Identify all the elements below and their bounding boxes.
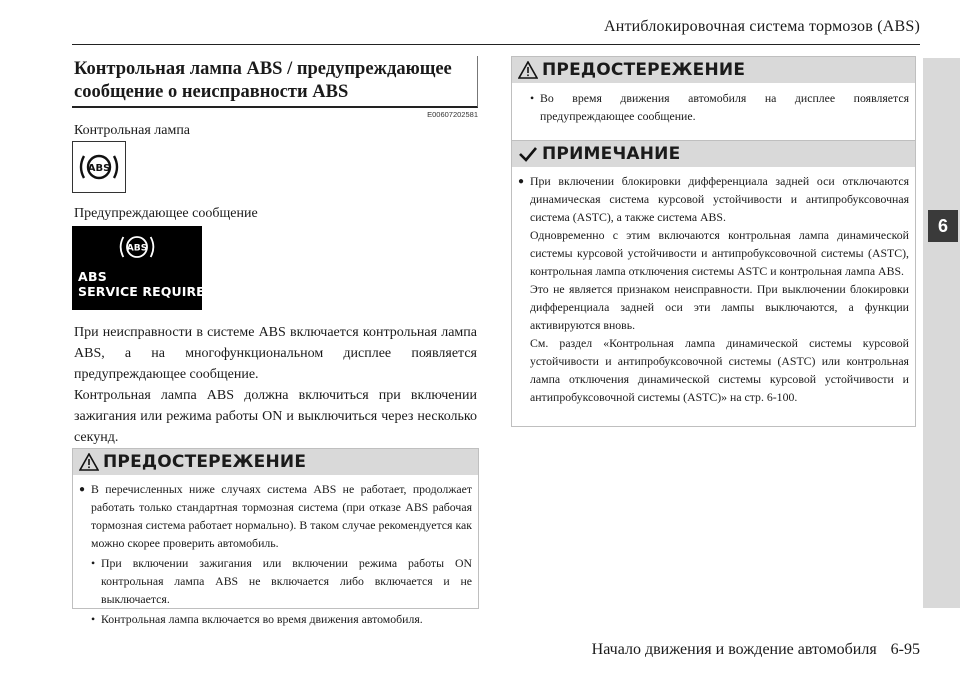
note-paragraph-1: При включении блокировки дифференциала задней оси отключаются динамическая система курсовой устойчивости и антипробуксовочная система (ASTC), а также система ABS.	[530, 174, 909, 224]
section-title-line1: Контрольная лампа ABS / предупреждающее	[74, 59, 452, 79]
warning-sub-text-2: Контрольная лампа включается во время движения автомобиля.	[101, 612, 423, 626]
warning-sub-item-1	[79, 554, 472, 608]
note-paragraph-2: Одновременно с этим включаются контрольная лампа динамической системы курсовой устойчивости и антипробуксовочной системы (ASTC), контрольная лампа отключения системы ASTC и контрольная лампа ABS.	[530, 228, 909, 278]
warning-right-sub-text: Во время движения автомобиля на дисплее появляется предупреждающее сообщение.	[540, 91, 909, 123]
checkmark-icon	[518, 145, 538, 163]
section-title	[72, 56, 478, 108]
warning-bullet-text: В перечисленных ниже случаях система ABS не работает, продолжает работать только стандартная тормозная система (при отказе ABS рабочая тормозная система работает нормально). В таком случае рекомендуется как можно скорее проверить автомобиль.	[91, 482, 472, 550]
warning-triangle-icon	[518, 61, 538, 79]
page-footer	[520, 641, 920, 659]
abs-display-icon	[117, 232, 157, 262]
abs-lamp-illustration	[72, 141, 126, 193]
warning-right-sub-item	[530, 89, 909, 125]
note-bullet-content	[530, 172, 909, 406]
sub-bullet: •	[91, 556, 96, 570]
note-paragraph-3: Это не является признаком неисправности. При выключении блокировки дифференциала задней оси эти лампы выключаются, а функции активируются вновь.	[530, 282, 909, 332]
warning-bullet	[79, 480, 472, 552]
sub-bullet: •	[530, 91, 535, 105]
body-text	[74, 322, 477, 448]
warning-box-left	[72, 448, 479, 626]
message-line2: SERVICE REQUIRED	[78, 284, 216, 299]
warning-heading-left	[73, 449, 478, 475]
section-code: E00607202581	[427, 110, 478, 119]
note-heading	[512, 141, 915, 167]
body-paragraph-1: При неисправности в системе ABS включается контрольная лампа ABS, а на многофункциональном дисплее появляется предупреждающее сообщение.	[74, 325, 477, 382]
warning-heading-text-left: ПРЕДОСТЕРЕЖЕНИЕ	[103, 452, 307, 472]
chapter-side-tab	[923, 58, 960, 608]
page-header: Антиблокировочная система тормозов (ABS)	[603, 18, 920, 35]
bullet-dot: ●	[79, 484, 86, 495]
note-bullet	[518, 172, 909, 406]
message-label: Предупреждающее сообщение	[74, 206, 258, 221]
warning-sub-text-1: При включении зажигания или включении режима работы ON контрольная лампа ABS не включается либо включается и не выключается.	[101, 556, 472, 606]
page-number: 6-95	[890, 641, 920, 658]
footer-section-title: Начало движения и вождение автомобиля	[591, 641, 877, 658]
header-rule	[72, 44, 920, 45]
warning-sub-item-2	[79, 610, 472, 628]
note-heading-text: ПРИМЕЧАНИЕ	[542, 144, 681, 164]
bullet-dot: ●	[518, 176, 525, 187]
warning-box-right	[511, 56, 916, 147]
abs-lamp-icon-text: ABS	[87, 163, 111, 174]
abs-warning-lamp-icon	[77, 151, 121, 183]
warning-heading-text-right: ПРЕДОСТЕРЕЖЕНИЕ	[542, 60, 746, 80]
sub-bullet: •	[91, 612, 96, 626]
message-line1: ABS	[78, 269, 108, 284]
note-box	[511, 140, 916, 427]
warning-heading-right	[512, 57, 915, 83]
abs-message-display	[72, 226, 216, 310]
section-title-text	[72, 56, 477, 104]
chapter-number: 6	[928, 210, 958, 242]
warning-triangle-icon	[79, 453, 99, 471]
section-title-line2: сообщение о неисправности ABS	[74, 82, 349, 102]
body-paragraph-2: Контрольная лампа ABS должна включиться при включении зажигания или режима работы ON и выключиться через несколько секунд.	[74, 388, 477, 445]
note-paragraph-4: См. раздел «Контрольная лампа динамической системы курсовой устойчивости и антипробуксовочной системы (ASTC) или контрольная лампа отключения динамической системы курсовой устойчивости и антипробуксовочной системы (ASTC)» на стр. 6-100.	[530, 336, 909, 404]
lamp-label: Контрольная лампа	[74, 123, 191, 138]
abs-display-icon-text: ABS	[126, 243, 148, 254]
